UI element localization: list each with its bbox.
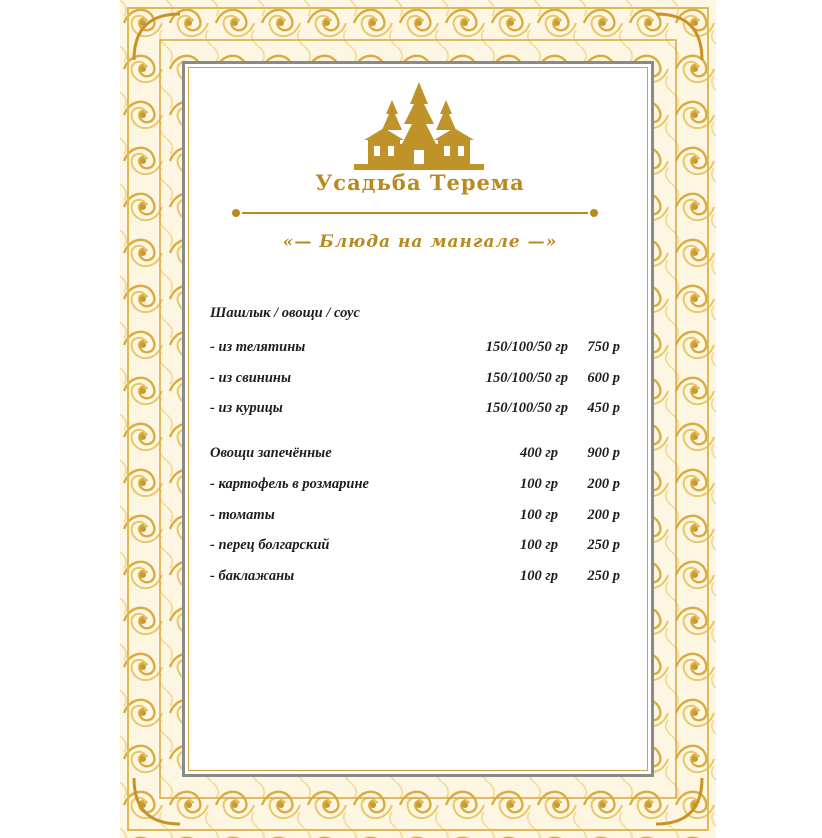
item-price: 250 р	[587, 537, 620, 553]
section-title: «— Блюда на мангале —»	[282, 232, 558, 252]
menu-item	[210, 400, 620, 420]
item-name: - из свинины	[210, 370, 292, 386]
item-name: Овощи запечённые	[210, 445, 332, 461]
item-price: 900 р	[587, 445, 620, 461]
item-weight: 150/100/50 гр	[485, 400, 568, 416]
item-name: - томаты	[210, 507, 275, 523]
item-weight: 100 гр	[520, 476, 558, 492]
ornamental-divider-icon	[230, 206, 600, 220]
menu-item	[210, 370, 620, 390]
item-name: - из курицы	[210, 400, 283, 416]
menu-item	[210, 339, 620, 359]
menu-item	[210, 476, 620, 496]
item-weight: 100 гр	[520, 537, 558, 553]
item-price: 450 р	[587, 400, 620, 416]
menu-item	[210, 537, 620, 557]
item-weight: 400 гр	[520, 445, 558, 461]
tower-logo-icon	[344, 82, 494, 182]
item-name: - картофель в розмарине	[210, 476, 369, 492]
item-weight: 150/100/50 гр	[485, 339, 568, 355]
item-weight: 100 гр	[520, 507, 558, 523]
menu-group-heading	[210, 305, 620, 325]
item-price: 250 р	[587, 568, 620, 584]
item-price: 200 р	[587, 476, 620, 492]
item-price: 200 р	[587, 507, 620, 523]
menu-item	[210, 568, 620, 588]
item-weight: 100 гр	[520, 568, 558, 584]
item-weight: 150/100/50 гр	[485, 370, 568, 386]
menu-group-heading	[210, 445, 620, 465]
menu-item	[210, 507, 620, 527]
item-price: 750 р	[587, 339, 620, 355]
item-name: - баклажаны	[210, 568, 295, 584]
item-name: - из телятины	[210, 339, 306, 355]
item-price: 600 р	[587, 370, 620, 386]
item-name: Шашлык / овощи / соус	[210, 305, 360, 321]
item-name: - перец болгарский	[210, 537, 330, 553]
brand-name: Усадьба Терема	[315, 170, 525, 195]
menu-page	[120, 0, 716, 838]
